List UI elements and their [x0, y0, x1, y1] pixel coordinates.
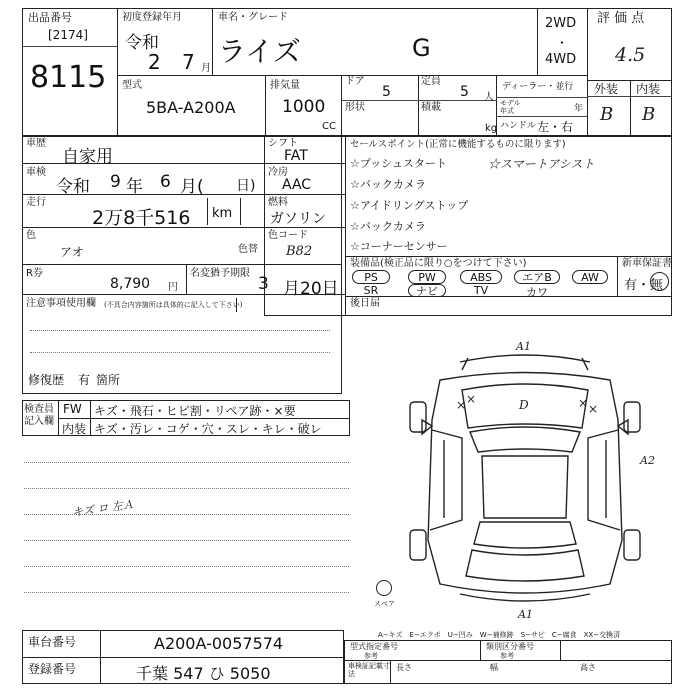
spec-label: 型式指定番号: [350, 642, 398, 651]
reg-value: 千葉 547 ひ 5050: [136, 664, 271, 683]
mark-a2: A2: [640, 454, 655, 467]
use-label: 車歴: [26, 138, 46, 149]
chassis-label: 車台番号: [28, 635, 77, 649]
door-value: 5: [382, 84, 391, 100]
drive-2wd: 2WD: [545, 16, 577, 31]
reg-expiry-day: 月20日: [283, 279, 339, 299]
inspection-dim-label: 車検証記載寸法: [348, 662, 390, 678]
score-value: 4.5: [615, 44, 646, 66]
cap-label: 定員: [421, 76, 441, 87]
insp-year-unit: 年: [126, 177, 143, 197]
repair-unit: 箇所: [96, 373, 121, 387]
damage-legend: A−キズ E−エクボ U−凹み W−補修跡 S−サビ C−腐食 XX−交換済: [378, 631, 621, 639]
equip-leather: カワ: [526, 286, 548, 299]
use-value: 自家用: [62, 147, 113, 167]
door-label: ドア: [345, 76, 365, 87]
equip-navi: ナビ: [408, 284, 446, 297]
model-label: 型式: [122, 80, 142, 91]
load-label: 積載: [421, 102, 441, 113]
color-change-label: 色替: [238, 244, 258, 255]
point-3: ☆アイドリングストップ: [350, 199, 469, 212]
point-handwritten: ☆スマートアシスト: [488, 157, 595, 171]
reg-expiry-month: 3: [258, 274, 269, 294]
rear-label: 後日届: [350, 298, 380, 309]
shift-value: FAT: [284, 148, 308, 164]
lot-label: 出品番号: [28, 11, 72, 24]
fuel-value: ガソリン: [270, 211, 326, 227]
reg-expiry-label: 名変猶予期限: [190, 268, 250, 279]
mark-a1-rear: A1: [518, 608, 533, 621]
exterior-row-items: キズ・飛石・ヒビ割・リペア跡・×要: [94, 404, 296, 418]
length-label: 長さ: [396, 663, 412, 672]
point-2: ☆バックカメラ: [350, 178, 426, 191]
spare-label: スペア: [374, 600, 395, 608]
first-reg-label: 初度登録年月: [122, 12, 182, 23]
equip-label: 装備品(検正品に限り○をつけて下さい): [350, 258, 527, 269]
ac-value: AAC: [282, 177, 312, 193]
mark-x-3: ×: [578, 396, 589, 410]
width-label: 幅: [490, 663, 498, 672]
lot-sub: [2174]: [48, 28, 88, 42]
insp-month: 6: [160, 172, 171, 192]
equip-ps: PS: [352, 270, 390, 284]
cap-unit: 人: [484, 92, 494, 103]
color-label: 色: [26, 230, 36, 241]
exterior-row-fw: FW: [63, 402, 82, 416]
height-label: 高さ: [580, 663, 596, 672]
car-name-label: 車名・グレード: [218, 12, 288, 23]
first-reg-month: 7: [182, 50, 195, 74]
equip-aw: AW: [572, 270, 608, 284]
mileage-label: 走行: [26, 197, 46, 208]
reg-label: 登録番号: [28, 662, 77, 676]
first-reg-year: 2: [148, 50, 161, 74]
load-unit: kg: [485, 123, 498, 134]
point-5: ☆コーナーセンサー: [350, 240, 448, 253]
car-damage-diagram: [400, 340, 650, 620]
points-label: セールスポイント(正常に機能するものに限ります): [350, 139, 566, 150]
handle-value: 左・右: [537, 120, 574, 134]
dealer-label: ディーラー・並行: [502, 82, 574, 92]
mark-x-2: ×: [466, 392, 477, 406]
point-4: ☆バックカメラ: [350, 220, 426, 233]
disp-value: 1000: [282, 97, 326, 117]
equip-tv: TV: [473, 284, 489, 297]
mileage-unit: km: [212, 206, 233, 221]
shape-label: 形状: [345, 102, 365, 113]
mark-x-4: ×: [588, 402, 599, 416]
insp-day-unit: 日): [236, 178, 256, 194]
color-code-label: 色コード: [268, 230, 308, 241]
lot-number: 8115: [30, 60, 107, 95]
shift-label: シフト: [268, 138, 298, 149]
mark-a1-front: A1: [516, 340, 531, 353]
drive-4wd: 4WD: [545, 52, 577, 67]
repair-label: 修復歴: [28, 373, 65, 387]
class-sub: 参考: [500, 652, 514, 660]
warranty-no-circle: [650, 272, 669, 291]
ext-label: 外装: [594, 82, 619, 96]
ext-grade: B: [600, 104, 614, 125]
car-name: ライズ: [218, 35, 301, 68]
notes-label: 注意事項使用欄: [26, 298, 96, 309]
equip-pw: PW: [408, 270, 446, 284]
chassis-value: A200A-0057574: [154, 634, 284, 653]
score-label: 評 価 点: [597, 11, 645, 26]
mark-d: D: [519, 398, 529, 412]
spare-tire-icon: [376, 580, 392, 596]
fuel-label: 燃料: [268, 197, 288, 208]
interior-row-label: 内装: [62, 422, 87, 436]
equip-sr: SR: [363, 284, 379, 297]
cap-value: 5: [460, 84, 469, 100]
ac-label: 冷房: [268, 167, 288, 178]
model-year-unit: 年: [574, 104, 584, 114]
recycle-value: 8,790: [110, 276, 151, 292]
recycle-label: R券: [26, 268, 43, 279]
grade: G: [412, 34, 431, 62]
recycle-unit: 円: [168, 282, 178, 293]
int-label: 内装: [636, 82, 661, 96]
notes-sub: (不具合内容箇所は具体的に記入して下さい): [104, 301, 243, 309]
handwritten-note: キズ ロ 左Ａ: [71, 497, 135, 520]
int-grade: B: [642, 104, 656, 125]
inspection-label: 車検: [26, 167, 46, 178]
interior-row-items: キズ・汚レ・コゲ・穴・スレ・キレ・破レ: [94, 422, 322, 436]
model-year-label: モデル年式: [500, 99, 521, 115]
inspector-label: 検査員記入欄: [24, 404, 54, 427]
mark-x-1: ×: [456, 398, 467, 412]
point-1: ☆プッシュスタート: [350, 157, 447, 170]
handle-label: ハンドル: [500, 121, 537, 131]
class-label: 類別区分番号: [486, 642, 534, 651]
color-code-value: B82: [286, 244, 313, 259]
equip-abs: ABS: [460, 270, 502, 284]
disp-label: 排気量: [270, 80, 300, 91]
drive-dot: ・: [556, 36, 569, 50]
disp-unit: CC: [322, 121, 336, 132]
model-value: 5BA-A200A: [146, 98, 236, 117]
equip-airbag: エアB: [514, 270, 560, 284]
warranty-label: 新車保証書: [622, 258, 672, 269]
insp-year: 9: [110, 172, 121, 192]
color-value: アオ: [60, 245, 84, 259]
first-reg-era: 令和: [125, 33, 159, 53]
insp-month-unit: 月(: [180, 177, 204, 197]
insp-era: 令和: [56, 177, 90, 197]
warranty-value: 有・無: [624, 278, 664, 293]
first-reg-month-unit: 月: [201, 63, 211, 74]
mileage-value: 2万8千516: [92, 207, 191, 229]
repair-value: 有: [78, 373, 91, 387]
spec-sub: 参考: [364, 652, 378, 660]
